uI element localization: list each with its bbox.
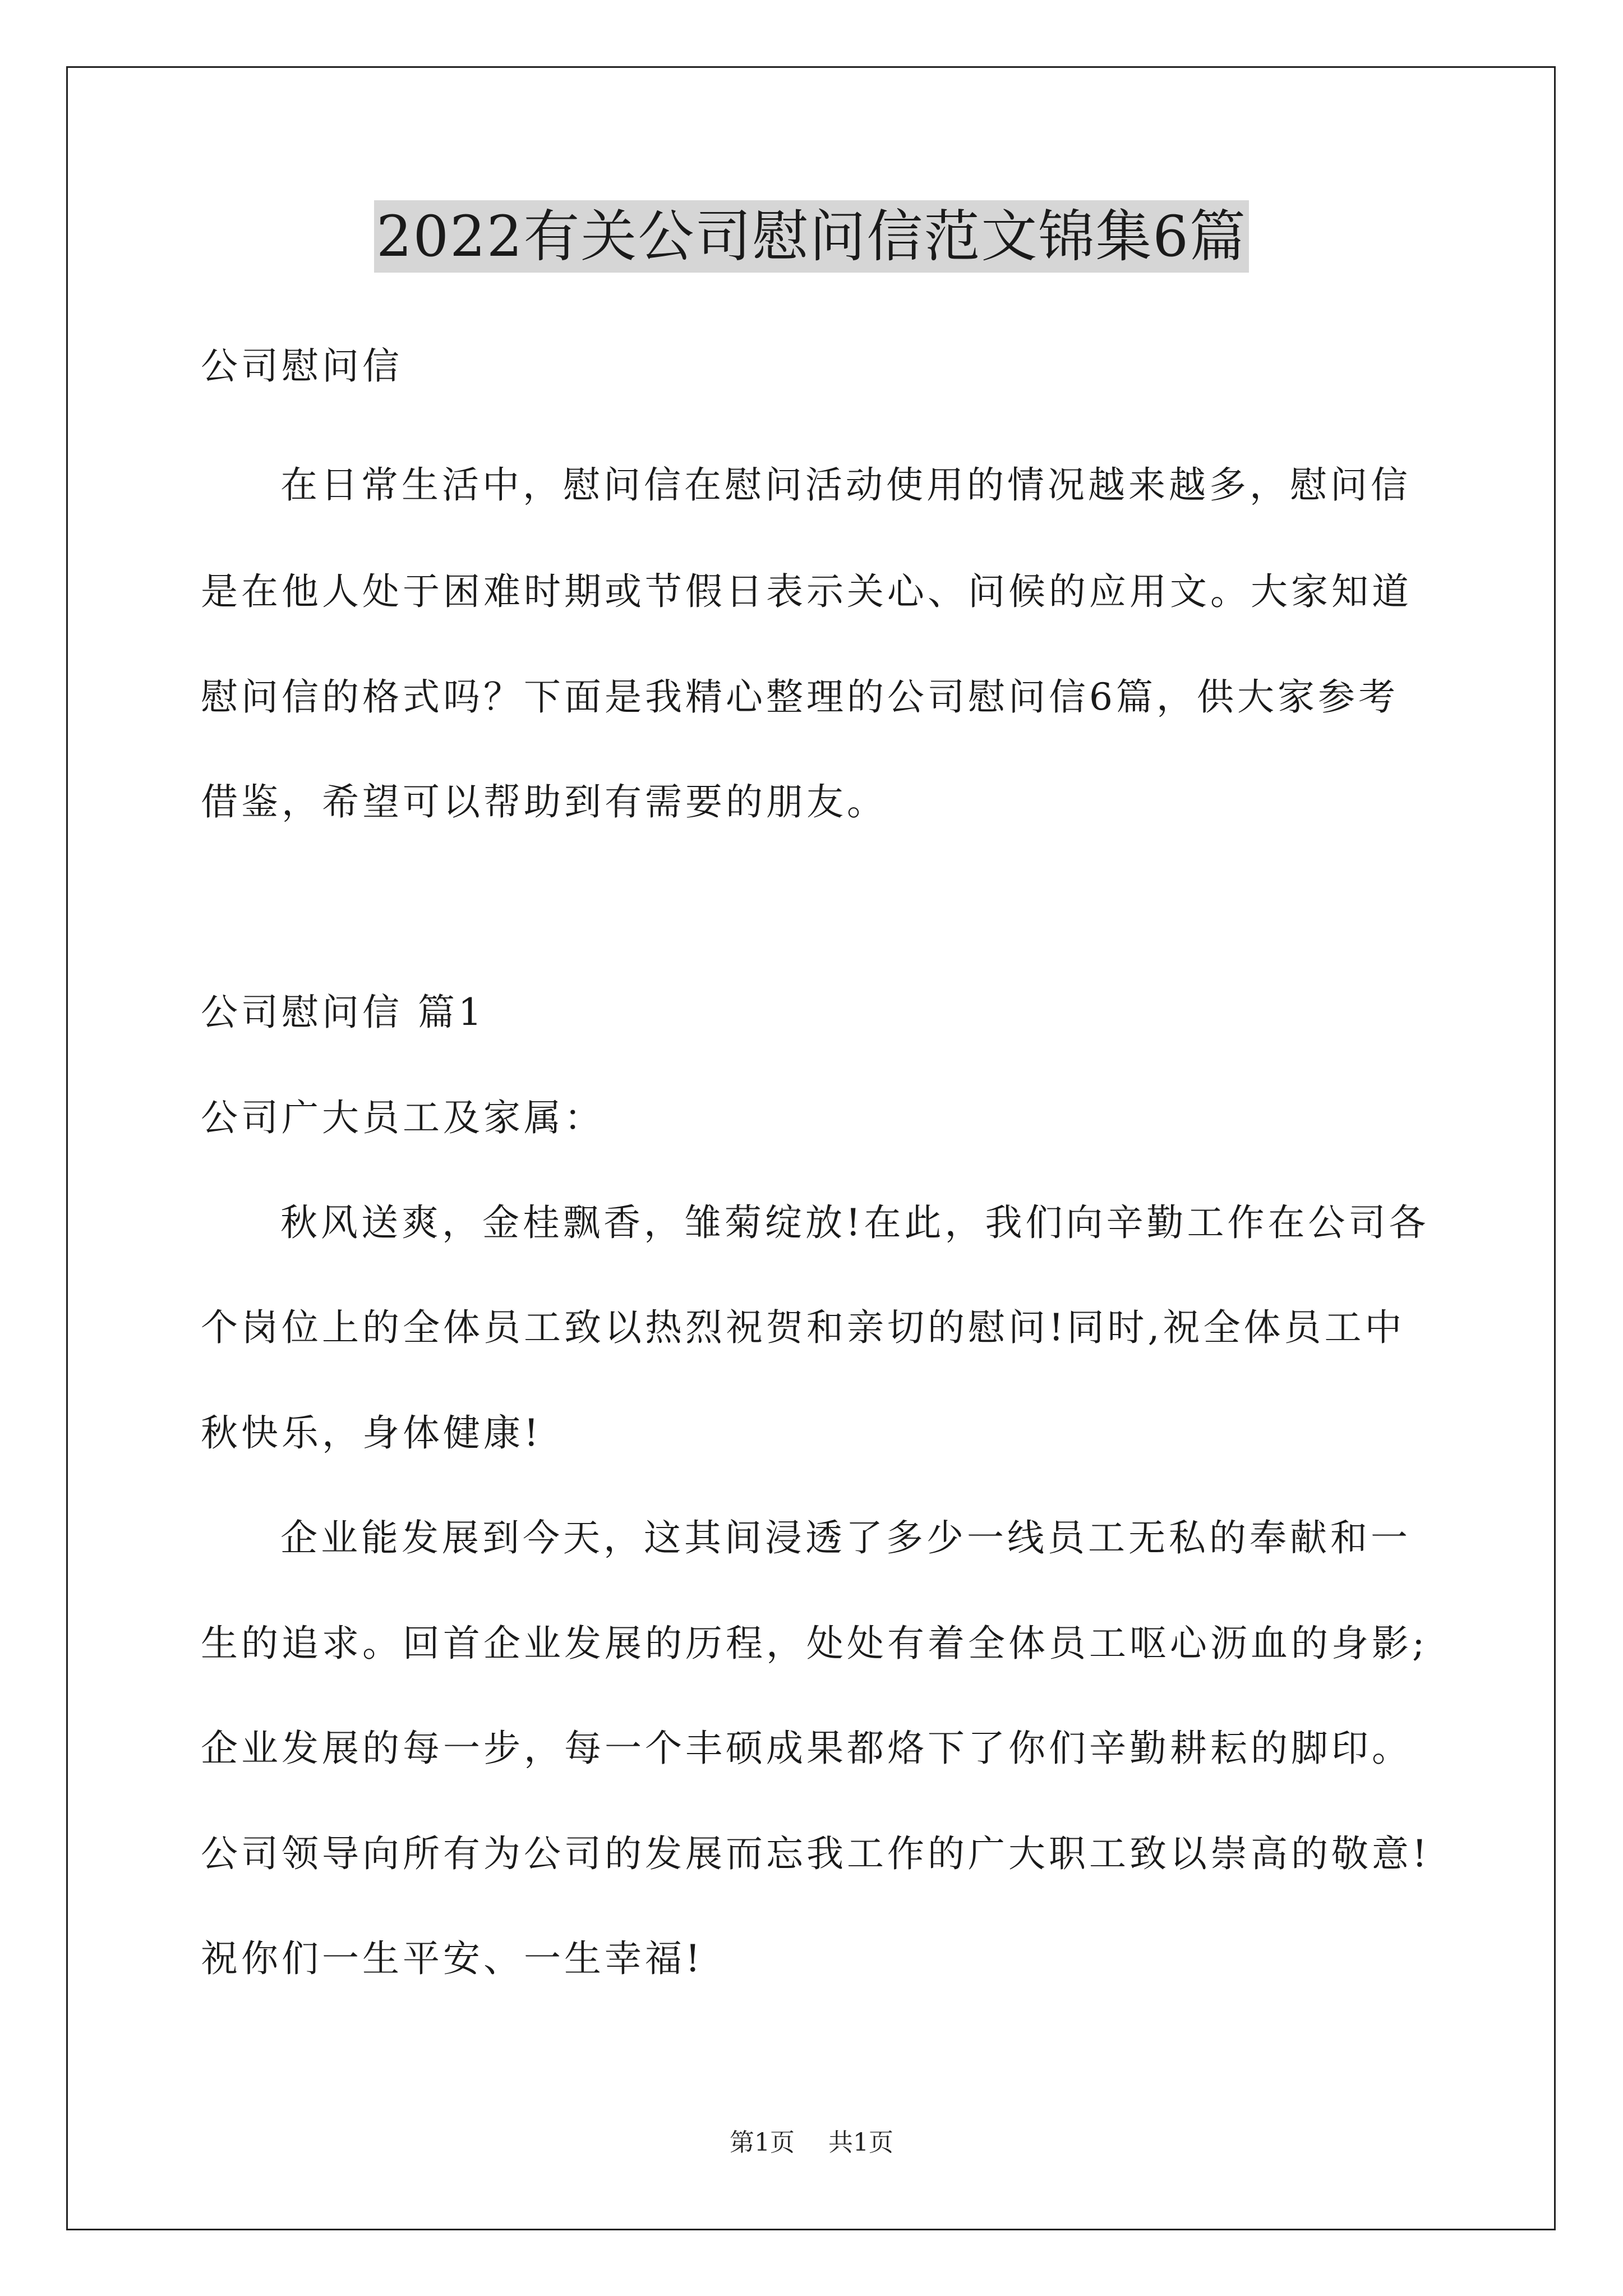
letter1-para1-line: 个岗位上的全体员工致以热烈祝贺和亲切的慰问!同时,祝全体员工中 [201, 1306, 1405, 1349]
intro-line: 借鉴，希望可以帮助到有需要的朋友。 [201, 780, 887, 823]
intro-line: 是在他人处于困难时期或节假日表示关心、问候的应用文。大家知道 [201, 570, 1412, 613]
intro-line: 在日常生活中，慰问信在慰问活动使用的情况越来越多，慰问信 [280, 463, 1411, 507]
intro-line: 慰问信的格式吗？下面是我精心整理的公司慰问信6篇，供大家参考 [201, 675, 1399, 719]
letter1-para2-line: 祝你们一生平安、一生幸福! [201, 1937, 704, 1980]
page-number: 第1页 [730, 2128, 795, 2157]
document-title-text: 2022有关公司慰问信范文锦集6篇 [374, 200, 1249, 273]
letter1-salutation: 公司广大员工及家属： [201, 1096, 605, 1139]
page-footer [0, 2126, 1623, 2160]
intro-heading: 公司慰问信 [201, 344, 403, 388]
document-title [0, 197, 1623, 276]
letter1-para2-line: 企业能发展到今天，这其间浸透了多少一线员工无私的奉献和一 [280, 1516, 1411, 1559]
letter1-para2-line: 生的追求。回首企业发展的历程，处处有着全体员工呕心沥血的身影; [201, 1622, 1428, 1665]
letter1-heading: 公司慰问信 篇1 [201, 991, 485, 1034]
page-total: 共1页 [828, 2128, 893, 2157]
letter1-para2-line: 企业发展的每一步，每一个丰硕成果都烙下了你们辛勤耕耘的脚印。 [201, 1727, 1412, 1770]
letter1-para2-line: 公司领导向所有为公司的发展而忘我工作的广大职工致以崇高的敬意! [201, 1832, 1431, 1875]
letter1-para1-line: 秋快乐，身体健康! [201, 1411, 542, 1455]
letter1-para1-line: 秋风送爽，金桂飘香，雏菊绽放!在此，我们向辛勤工作在公司各 [280, 1201, 1430, 1244]
